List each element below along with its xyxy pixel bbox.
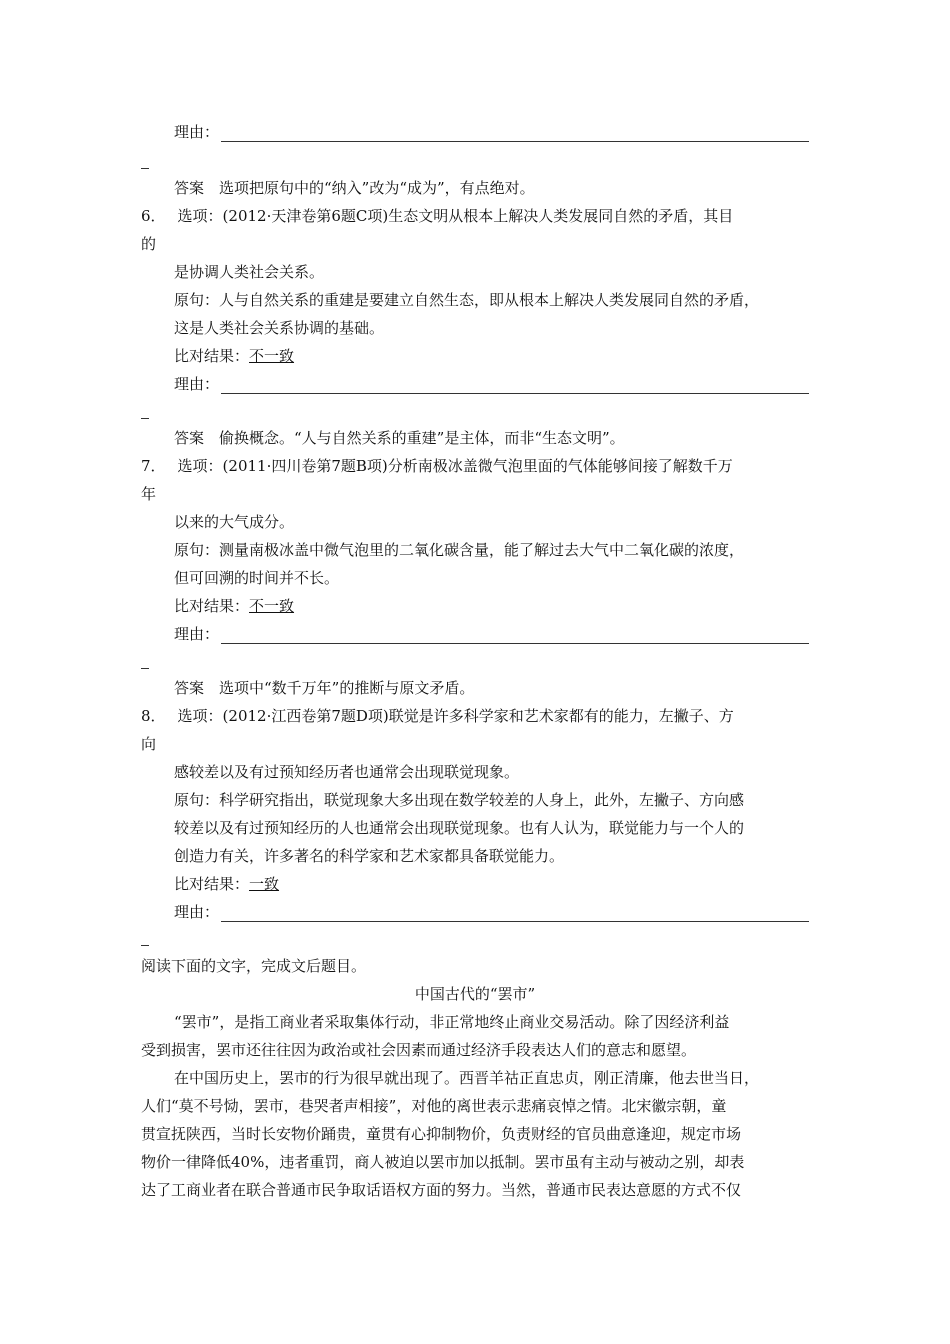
passage-p1-line2: 受到损害，罢市还往往因为政治或社会因素而通过经济手段表达人们的意志和愿望。 bbox=[141, 1041, 697, 1059]
passage-p2-line4: 物价一律降低40%，违者重罚，商人被迫以罢市加以抵制。罢市虽有主动与被动之别，却表 bbox=[141, 1153, 745, 1171]
passage-p2-line2: 人们“莫不号恸，罢市，巷哭者声相接”，对他的离世表示悲痛哀悼之情。北宋徽宗朝，童 bbox=[141, 1097, 727, 1115]
q8-option-text: 选项：(2012·江西卷第7题D项)联觉是许多科学家和艺术家都有的能力，左撇子、方 bbox=[177, 707, 734, 725]
q8-option-line2: 向 bbox=[141, 735, 157, 753]
q7-reason-label: 理由： bbox=[174, 625, 220, 643]
passage-p1-line1: “罢市”，是指工商业者采取集体行动，非正常地终止商业交易活动。除了因经济利益 bbox=[174, 1013, 730, 1031]
q8-original-line2: 较差以及有过预知经历的人也通常会出现联觉现象。也有人认为，联觉能力与一个人的 bbox=[174, 819, 745, 837]
q6-original-line1: 原句：人与自然关系的重建是要建立自然生态，即从根本上解决人类发展同自然的矛盾， bbox=[174, 291, 760, 309]
q6-dash bbox=[141, 418, 149, 419]
q6-reason-blank[interactable] bbox=[221, 379, 809, 394]
q6-option-line2: 的 bbox=[141, 235, 157, 253]
q6-number: 6． bbox=[141, 207, 166, 225]
q8-original-line3: 创造力有关，许多著名的科学家和艺术家都具备联觉能力。 bbox=[174, 847, 565, 865]
q7-option-line3: 以来的大气成分。 bbox=[174, 513, 295, 531]
q8-number: 8． bbox=[141, 707, 166, 725]
q7-compare-value: 不一致 bbox=[249, 597, 295, 615]
q8-option-line3: 感较差以及有过预知经历者也通常会出现联觉现象。 bbox=[174, 763, 520, 781]
passage-title: 中国古代的“罢市” bbox=[414, 985, 536, 1003]
q6-option-line1 bbox=[141, 206, 733, 226]
q6-answer: 答案 偷换概念。“人与自然关系的重建”是主体，而非“生态文明”。 bbox=[174, 429, 625, 447]
passage-p2-line5: 达了工商业者在联合普通市民争取话语权方面的努力。当然，普通市民表达意愿的方式不仅 bbox=[141, 1181, 742, 1199]
q6-reason-label: 理由： bbox=[174, 375, 220, 393]
q5-reason-blank[interactable] bbox=[221, 127, 809, 142]
q6-reason-line bbox=[174, 374, 809, 394]
q7-compare-line bbox=[174, 596, 294, 616]
q5-reason-line bbox=[174, 122, 809, 142]
q7-answer: 答案 选项中“数千万年”的推断与原文矛盾。 bbox=[174, 679, 475, 697]
q5-dash bbox=[141, 168, 149, 169]
passage-p2-line1: 在中国历史上，罢市的行为很早就出现了。西晋羊祜正直忠贞，刚正清廉，他去世当日， bbox=[174, 1069, 760, 1087]
q6-compare-value: 不一致 bbox=[249, 347, 295, 365]
q8-original-line1: 原句：科学研究指出，联觉现象大多出现在数学较差的人身上，此外，左撇子、方向感 bbox=[174, 791, 745, 809]
q7-number: 7． bbox=[141, 457, 166, 475]
q5-reason-label: 理由： bbox=[174, 123, 220, 141]
q7-original-line1: 原句：测量南极冰盖中微气泡里的二氧化碳含量，能了解过去大气中二氧化碳的浓度， bbox=[174, 541, 745, 559]
q8-dash bbox=[141, 945, 149, 946]
q8-compare-line bbox=[174, 874, 279, 894]
q6-compare-label: 比对结果： bbox=[174, 347, 250, 365]
q6-option-line3: 是协调人类社会关系。 bbox=[174, 263, 325, 281]
q7-option-text: 选项：(2011·四川卷第7题B项)分析南极冰盖微气泡里面的气体能够间接了解数千万 bbox=[177, 457, 733, 475]
q7-original-line2: 但可回溯的时间并不长。 bbox=[174, 569, 340, 587]
q7-reason-line bbox=[174, 624, 809, 644]
reading-instruction: 阅读下面的文字，完成文后题目。 bbox=[141, 957, 367, 975]
q8-compare-label: 比对结果： bbox=[174, 875, 250, 893]
q7-reason-blank[interactable] bbox=[221, 629, 809, 644]
q7-dash bbox=[141, 668, 149, 669]
passage-p2-line3: 贯宣抚陕西，当时长安物价踊贵，童贯有心抑制物价，负责财经的官员曲意逢迎，规定市场 bbox=[141, 1125, 742, 1143]
q7-compare-label: 比对结果： bbox=[174, 597, 250, 615]
q6-original-line2: 这是人类社会关系协调的基础。 bbox=[174, 319, 385, 337]
q6-option-text: 选项：(2012·天津卷第6题C项)生态文明从根本上解决人类发展同自然的矛盾，其目 bbox=[177, 207, 734, 225]
q7-option-line2: 年 bbox=[141, 485, 157, 503]
q5-answer: 答案 选项把原句中的“纳入”改为“成为”，有点绝对。 bbox=[174, 179, 535, 197]
q8-compare-value: 一致 bbox=[249, 875, 280, 893]
q6-compare-line bbox=[174, 346, 294, 366]
q8-reason-line bbox=[174, 902, 809, 922]
q8-reason-label: 理由： bbox=[174, 903, 220, 921]
q7-option-line1 bbox=[141, 456, 733, 476]
q8-option-line1 bbox=[141, 706, 734, 726]
q8-reason-blank[interactable] bbox=[221, 907, 809, 922]
